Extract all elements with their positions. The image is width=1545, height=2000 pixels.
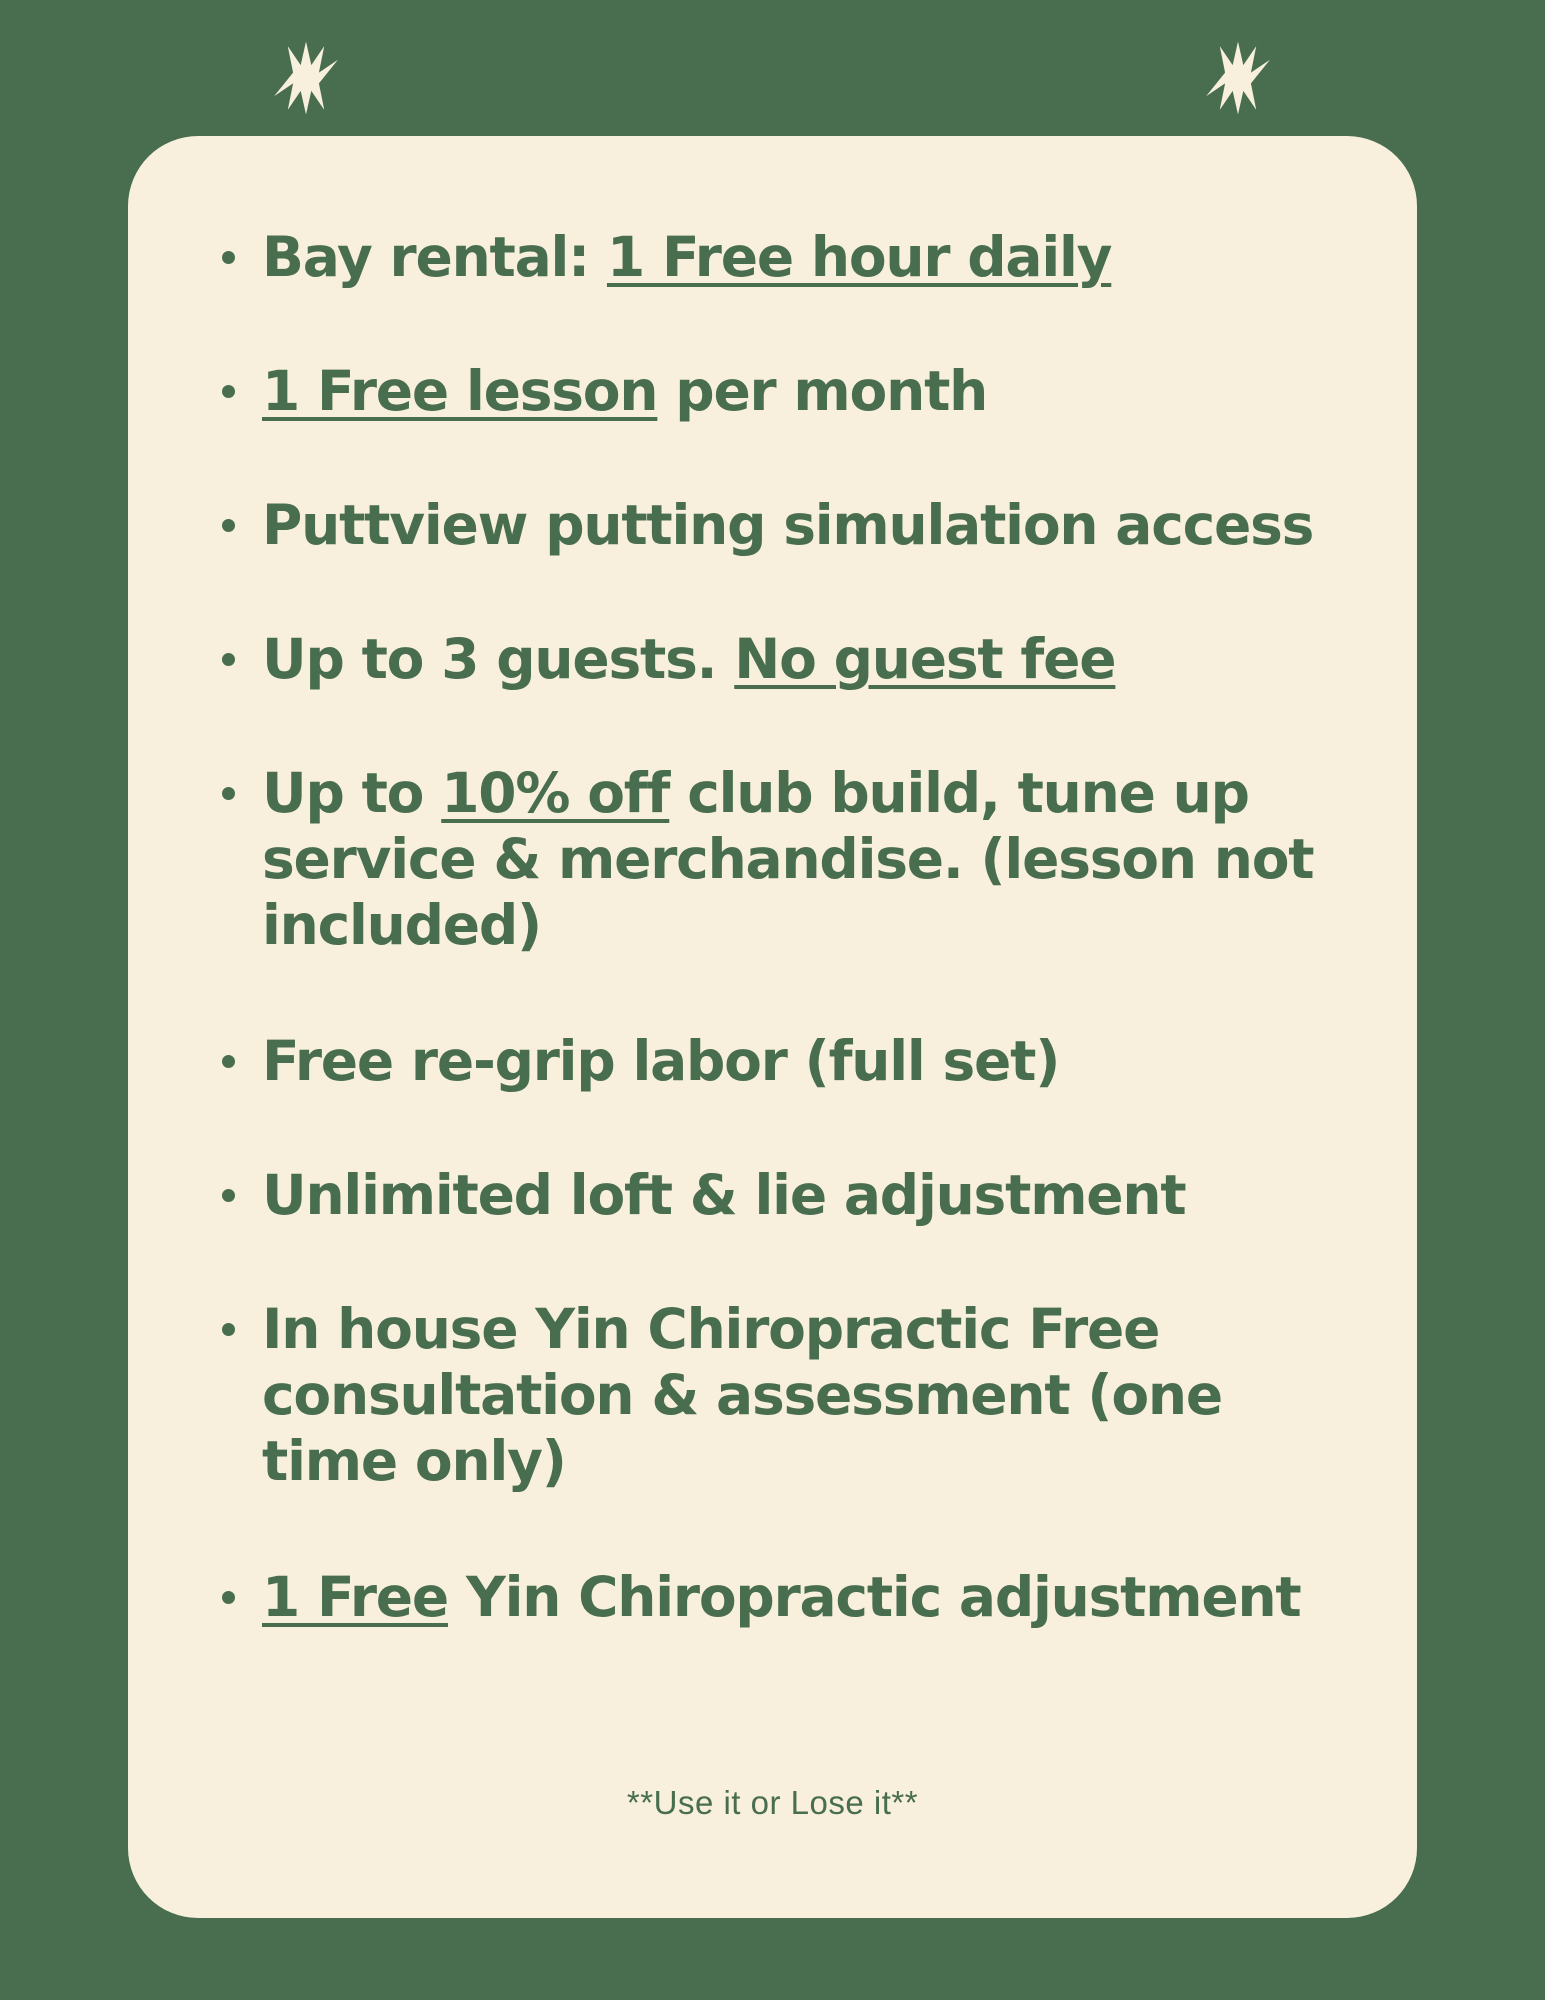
benefit-text: Unlimited loft & lie adjustment (262, 1163, 1186, 1227)
benefit-text: club build, tune up service & merchandise. (lesson not included) (262, 761, 1314, 957)
bullet (222, 251, 235, 264)
bullet (222, 1055, 235, 1068)
footnote: **Use it or Lose it** (626, 1784, 919, 1821)
benefit-guests (262, 626, 1322, 692)
benefit-highlight: 10% off (441, 761, 670, 825)
benefit-text: Up to (262, 761, 442, 825)
benefit-puttview (262, 492, 1322, 558)
benefit-regrip (262, 1028, 1322, 1094)
benefit-text: Up to 3 guests. (262, 627, 735, 691)
bullet (222, 385, 235, 398)
benefit-text: Bay rental: (262, 225, 607, 289)
bullet (222, 787, 235, 800)
sparkle-star-icon (1200, 40, 1276, 116)
bullet (222, 1591, 235, 1604)
benefit-text: per month (657, 359, 988, 423)
bullet (222, 1189, 235, 1202)
bullet (222, 653, 235, 666)
benefit-highlight: 1 Free (262, 1565, 448, 1629)
benefit-text: Puttview putting simulation access (262, 493, 1314, 557)
benefit-highlight: No guest fee (734, 627, 1116, 691)
benefit-chiro-consultation (262, 1296, 1322, 1494)
benefit-highlight: 1 Free hour daily (606, 225, 1112, 289)
benefit-chiro-adjustment (262, 1564, 1322, 1630)
benefit-loft-lie (262, 1162, 1322, 1228)
benefit-text: In house Yin Chiropractic Free consultation & assessment (one time only) (262, 1297, 1222, 1493)
bullet (222, 519, 235, 532)
benefit-discount (262, 760, 1322, 958)
bullet (222, 1323, 235, 1336)
sparkle-star-icon (268, 40, 344, 116)
benefit-text: Free re-grip labor (full set) (262, 1029, 1060, 1093)
benefits-card (128, 136, 1417, 1918)
benefit-highlight: 1 Free lesson (262, 359, 658, 423)
benefit-text: Yin Chiropractic adjustment (448, 1565, 1301, 1629)
benefit-free-lesson (262, 358, 1322, 424)
benefit-bay-rental (262, 224, 1322, 290)
